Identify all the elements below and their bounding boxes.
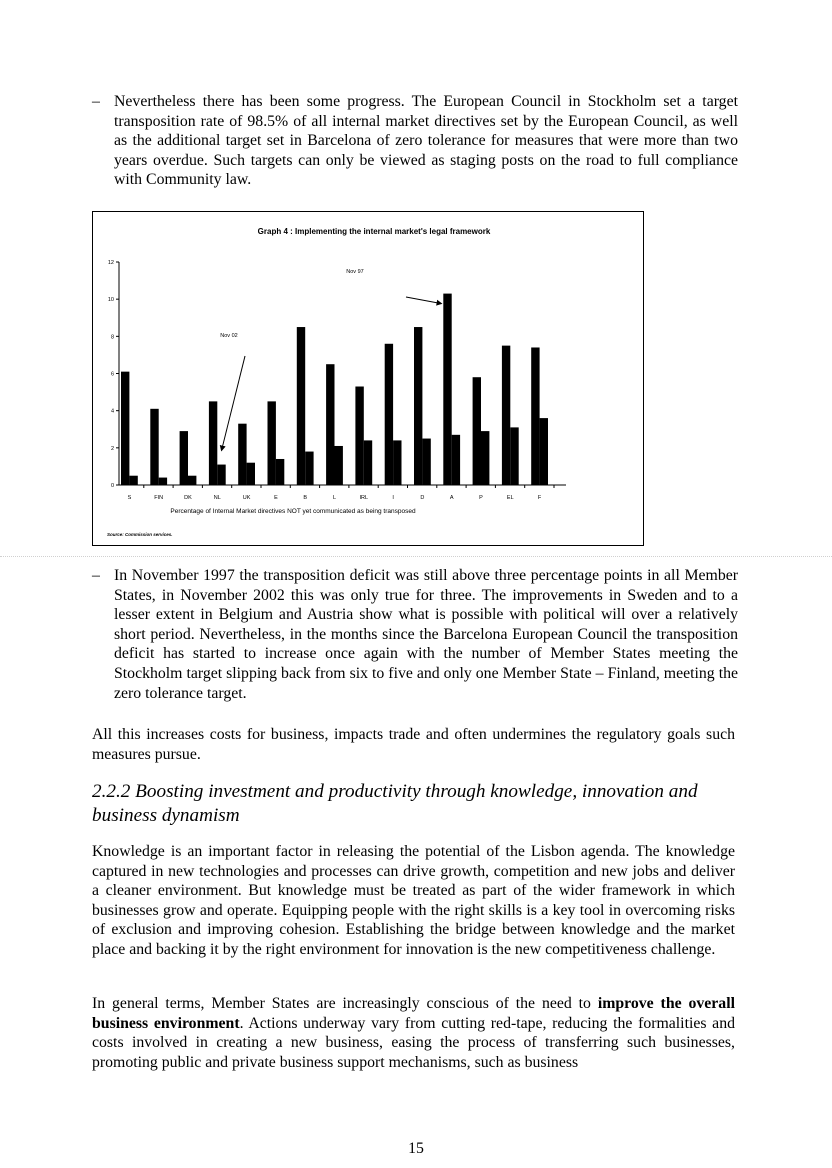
bar-a-series-1: [452, 435, 460, 485]
section-heading: 2.2.2 Boosting investment and productivity through knowledge, innovation and business dynamism: [92, 781, 698, 826]
x-tick-label-el: EL: [506, 495, 514, 501]
bar-f-series-1: [540, 418, 548, 485]
paragraph-business-environment: [92, 994, 735, 1072]
x-tick-label-f: F: [537, 495, 542, 501]
bar-fin-series-1: [159, 478, 167, 485]
x-tick-label-nl: NL: [213, 495, 221, 501]
y-tick-label: 6: [110, 371, 114, 378]
bar-e-series-1: [276, 459, 284, 485]
x-tick-label-uk: UK: [242, 495, 251, 501]
bar-b-series-0: [297, 327, 305, 485]
bar-l-series-0: [326, 364, 334, 485]
bar-a-series-0: [443, 294, 451, 485]
bar-i-series-1: [393, 440, 401, 485]
bar-i-series-0: [385, 344, 393, 485]
page-number: 15: [408, 1140, 424, 1157]
paragraph-knowledge: Knowledge is an important factor in releasing the potential of the Lisbon agenda. The knowledge captured in new technologies and processes can drive growth, competition and new jobs and deliver a cleaner environment. But knowledge must be treated as part of the wider framework in which businesses grow and operate. Equipping people with the right skills is a key tool in overcoming risks of exclusion and improving cohesion. Establishing the bridge between knowledge and the market place and backing it by the right environment for innovation is the new competitiveness challenge.: [92, 843, 735, 958]
bar-b-series-1: [305, 452, 313, 485]
x-axis-label: Percentage of Internal Market directives NOT yet communicated as being transposed: [170, 508, 416, 515]
bar-l-series-1: [335, 446, 343, 485]
bar-uk-series-1: [247, 463, 255, 485]
y-tick-label: 8: [110, 334, 114, 341]
bar-dk-series-0: [180, 431, 188, 485]
bar-s-series-0: [121, 372, 129, 485]
bar-nl-series-0: [209, 401, 217, 485]
chart-frame: [92, 211, 644, 546]
bullet-text: In November 1997 the transposition deficit was still above three percentage points in all Member States, in November 2002 this was only true for three. The improvements in Sweden and to a lesser extent in Belgium and Austria show what is possible with political will over a relatively short period. Nevertheless, in the months since the Barcelona European Council the transposition deficit has started to increase once again with the number of Member States meeting the Stockholm target slipping back from six to five and only one Member State – Finland, meeting the zero tolerance target.: [114, 567, 738, 702]
y-tick-label: 12: [107, 260, 114, 266]
paragraph-bold-text: improve the overall business environment: [92, 995, 735, 1032]
bar-el-series-1: [510, 427, 518, 485]
bar-s-series-1: [129, 476, 137, 485]
x-axis-ticks: [128, 485, 554, 501]
paragraph-text-start: In general terms, Member States are increasingly conscious of the need to: [92, 995, 598, 1012]
y-axis-ticks: [108, 260, 119, 489]
bar-fin-series-0: [150, 409, 158, 485]
y-tick-label: 0: [110, 483, 114, 489]
separator-line: [0, 556, 832, 557]
bar-e-series-0: [268, 401, 276, 485]
bars: [121, 294, 548, 485]
bar-f-series-0: [531, 347, 539, 485]
paragraph-costs: All this increases costs for business, impacts trade and often undermines the regulatory goals such measures pursue.: [92, 726, 735, 763]
bar-p-series-0: [473, 377, 481, 485]
annotation-label: Nov 97: [346, 269, 364, 275]
y-tick-label: 4: [110, 408, 114, 415]
x-tick-label-p: P: [479, 495, 483, 501]
x-tick-label-irl: IRL: [359, 495, 369, 501]
bar-d-series-0: [414, 327, 422, 485]
x-tick-label-dk: DK: [184, 495, 192, 501]
bar-irl-series-0: [355, 387, 363, 485]
x-tick-label-l: L: [332, 495, 337, 501]
bar-p-series-1: [481, 431, 489, 485]
x-tick-label-b: B: [303, 495, 308, 501]
bar-el-series-0: [502, 346, 510, 485]
bullet-text: Nevertheless there has been some progress. The European Council in Stockholm set a target transposition rate of 98.5% of all internal market directives set by the European Council, as well as the additional target set in Barcelona of zero tolerance for measures that were more than two years overdue. Such targets can only be viewed as staging posts on the road to full compliance with Community law.: [114, 93, 738, 189]
bullet-paragraph-transposition: [92, 566, 738, 703]
bullet-dash: –: [92, 567, 100, 584]
bar-uk-series-0: [238, 424, 246, 485]
chart-source: Source: Commission services.: [107, 532, 173, 537]
bullet-paragraph-progress: [92, 92, 738, 190]
bar-dk-series-1: [188, 476, 196, 485]
x-tick-label-fin: FIN: [154, 495, 164, 501]
annotation-arrow: [406, 297, 442, 304]
bar-irl-series-1: [364, 440, 372, 485]
bar-chart: [93, 212, 645, 547]
x-tick-label-s: S: [127, 495, 132, 501]
x-tick-label-i: I: [392, 495, 394, 501]
chart-title: Graph 4 : Implementing the internal market's legal framework: [257, 227, 491, 236]
x-tick-label-e: E: [274, 495, 278, 501]
x-tick-label-a: A: [449, 495, 454, 501]
bar-nl-series-1: [217, 465, 225, 485]
x-tick-label-d: D: [420, 495, 425, 501]
annotation-label: Nov 02: [220, 333, 238, 339]
y-tick-label: 2: [110, 445, 114, 452]
y-tick-label: 10: [107, 297, 114, 304]
paragraph-text-end: . Actions underway vary from cutting red-tape, reducing the formalities and costs involved in creating a new business, easing the process of transferring such businesses, promoting public and private business support mechanisms, such as business: [92, 1014, 735, 1071]
bar-d-series-1: [422, 439, 430, 485]
bullet-dash: –: [92, 93, 100, 110]
